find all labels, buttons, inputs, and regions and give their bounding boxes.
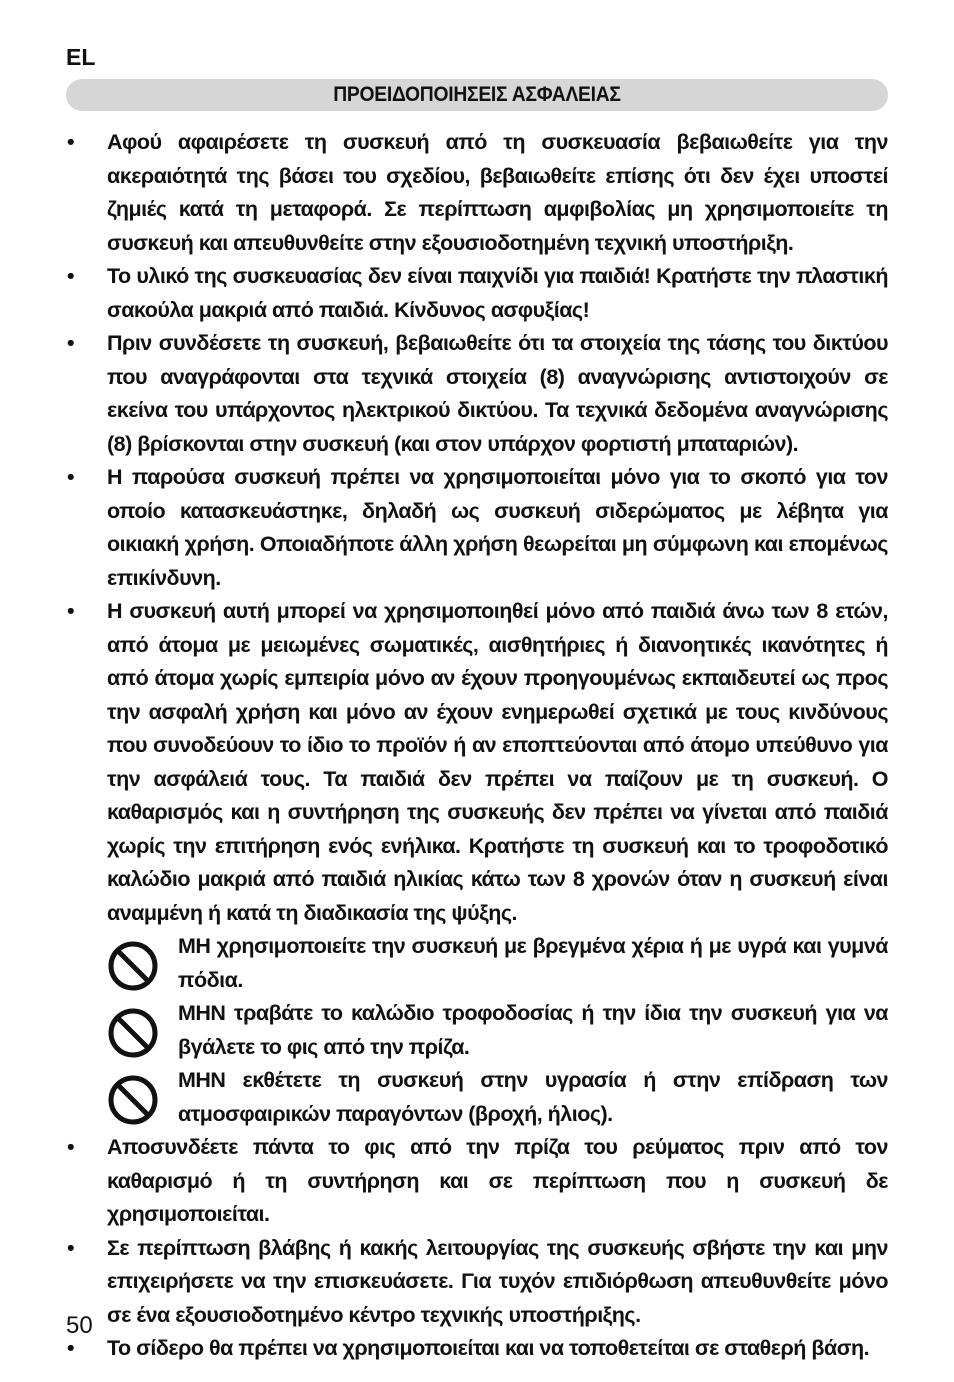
safety-warnings-list bbox=[64, 126, 888, 1366]
language-code: EL bbox=[66, 44, 96, 70]
prohibition-text: ΜΗΝ τραβάτε το καλώδιο τροφοδοσίας ή την ίδια την συσκευή για να βγάλετε το φις από την πρίζα. bbox=[178, 1001, 888, 1059]
prohibition-text: ΜΗΝ εκθέτετε τη συσκευή στην υγρασία ή στην επίδραση των ατμοσφαιρικών παραγόντων (βροχή, ήλιος). bbox=[178, 1068, 888, 1126]
list-item-text: Αφού αφαιρέσετε τη συσκευή από τη συσκευασία βεβαιωθείτε για την ακεραιότητά της βάσει του σχεδίου, βεβαιωθείτε επίσης ότι δεν έχει υποστεί ζημιές κατά τη μεταφορά. Σε περίπτωση αμφιβολίας μη χρησιμοποιείτε τη συσκευή και απευθυνθείτε στην εξουσιοδοτημένη τεχνική υποστήριξη. bbox=[107, 130, 888, 255]
list-item-text: Το σίδερο θα πρέπει να χρησιμοποιείται και να τοποθετείται σε σταθερή βάση. bbox=[107, 1336, 870, 1360]
bullet: • bbox=[67, 465, 75, 489]
page-number: 50 bbox=[66, 1312, 93, 1339]
list-item-text: Σε περίπτωση βλάβης ή κακής λειτουργίας της συσκευής σβήστε την και μην επιχειρήσετε να την επισκευάσετε. Για τυχόν επιδιόρθωση απευθυνθείτε μόνο σε ένα εξουσιοδοτημένο κέντρο τεχνικής υποστήριξης. bbox=[107, 1235, 888, 1327]
prohibition-icon bbox=[107, 997, 178, 1059]
section-header-bar bbox=[66, 79, 888, 111]
list-item-text: Αποσυνδέετε πάντα το φις από την πρίζα του ρεύματος πριν από τον καθαρισμό ή τη συντήρηση και σε περίπτωση που η συσκευή δε χρησιμοποιείται. bbox=[107, 1135, 888, 1226]
list-item bbox=[64, 126, 888, 260]
bullet: • bbox=[67, 1135, 75, 1159]
list-item bbox=[64, 260, 888, 327]
list-item-text: Το υλικό της συσκευασίας δεν είναι παιχνίδι για παιδιά! Κρατήστε την πλαστική σακούλα μακριά από παιδιά. Κίνδυνος ασφυξίας! bbox=[107, 264, 888, 322]
prohibition-item bbox=[107, 1064, 888, 1131]
list-item bbox=[64, 461, 888, 595]
bullet: • bbox=[67, 1235, 75, 1260]
bullet: • bbox=[67, 599, 75, 623]
prohibition-icon bbox=[107, 1064, 178, 1126]
bullet: • bbox=[67, 1336, 75, 1360]
list-item-text: Πριν συνδέσετε τη συσκευή, βεβαιωθείτε ότι τα στοιχεία της τάσης του δικτύου που αναγράφονται στα τεχνικά στοιχεία (8) αναγνώρισης αντιστοιχούν σε εκείνα του υπάρχοντος ηλεκτρικού δικτύου. Τα τεχνικά δεδομένα αναγνώρισης (8) βρίσκονται στην συσκευή (και στον υπάρχον φορτιστή μπαταριών). bbox=[107, 331, 888, 456]
bullet: • bbox=[67, 331, 75, 355]
list-item-text: Η παρούσα συσκευή πρέπει να χρησιμοποιείται μόνο για το σκοπό για τον οποίο κατασκευάστηκε, δηλαδή ως συσκευή σιδερώματος με λέβητα για οικιακή χρήση. Οποιαδήποτε άλλη χρήση θεωρείται μη σύμφωνη και επομένως επικίνδυνη. bbox=[107, 465, 888, 590]
section-title: ΠΡΟΕΙΔΟΠΟΙΗΣΕΙΣ ΑΣΦΑΛΕΙΑΣ bbox=[333, 83, 621, 106]
list-item bbox=[64, 327, 888, 461]
bullet: • bbox=[67, 264, 75, 288]
prohibition-icon bbox=[107, 930, 178, 992]
list-item-text: Η συσκευή αυτή μπορεί να χρησιμοποιηθεί μόνο από παιδιά άνω των 8 ετών, από άτομα με μειωμένες σωματικές, αισθητήριες ή διανοητικές ικανότητες ή από άτομα χωρίς εμπειρία μόνο αν έχουν προηγουμένως εκπαιδευτεί ως προς την ασφαλή χρήση και μόνο αν έχουν ενημερωθεί σχετικά με τους κινδύνους που συνοδεύουν το ίδιο το προϊόν ή αν εποπτεύονται από άτομο υπεύθυνο για την ασφάλειά τους. Τα παιδιά δεν πρέπει να παίζουν με τη συσκευή. Ο καθαρισμός και η συντήρηση της συσκευής δεν πρέπει να γίνεται από παιδιά χωρίς την επιτήρηση ενός ενήλικα. Κρατήστε τη συσκευή και το τροφοδοτικό καλώδιο μακριά από παιδιά ηλικίας κάτω των 8 χρονών όταν η συσκευή είναι αναμμένη ή κατά τη διαδικασία της ψύξης. bbox=[107, 599, 888, 925]
prohibition-text: ΜΗ χρησιμοποιείτε την συσκευή με βρεγμένα χέρια ή με υγρά και γυμνά πόδια. bbox=[178, 934, 888, 992]
list-item bbox=[64, 1232, 888, 1333]
list-item bbox=[64, 1131, 888, 1232]
prohibition-item bbox=[107, 997, 888, 1064]
prohibition-item bbox=[107, 930, 888, 997]
list-item bbox=[64, 1332, 888, 1366]
list-item bbox=[64, 595, 888, 930]
bullet: • bbox=[67, 130, 75, 154]
